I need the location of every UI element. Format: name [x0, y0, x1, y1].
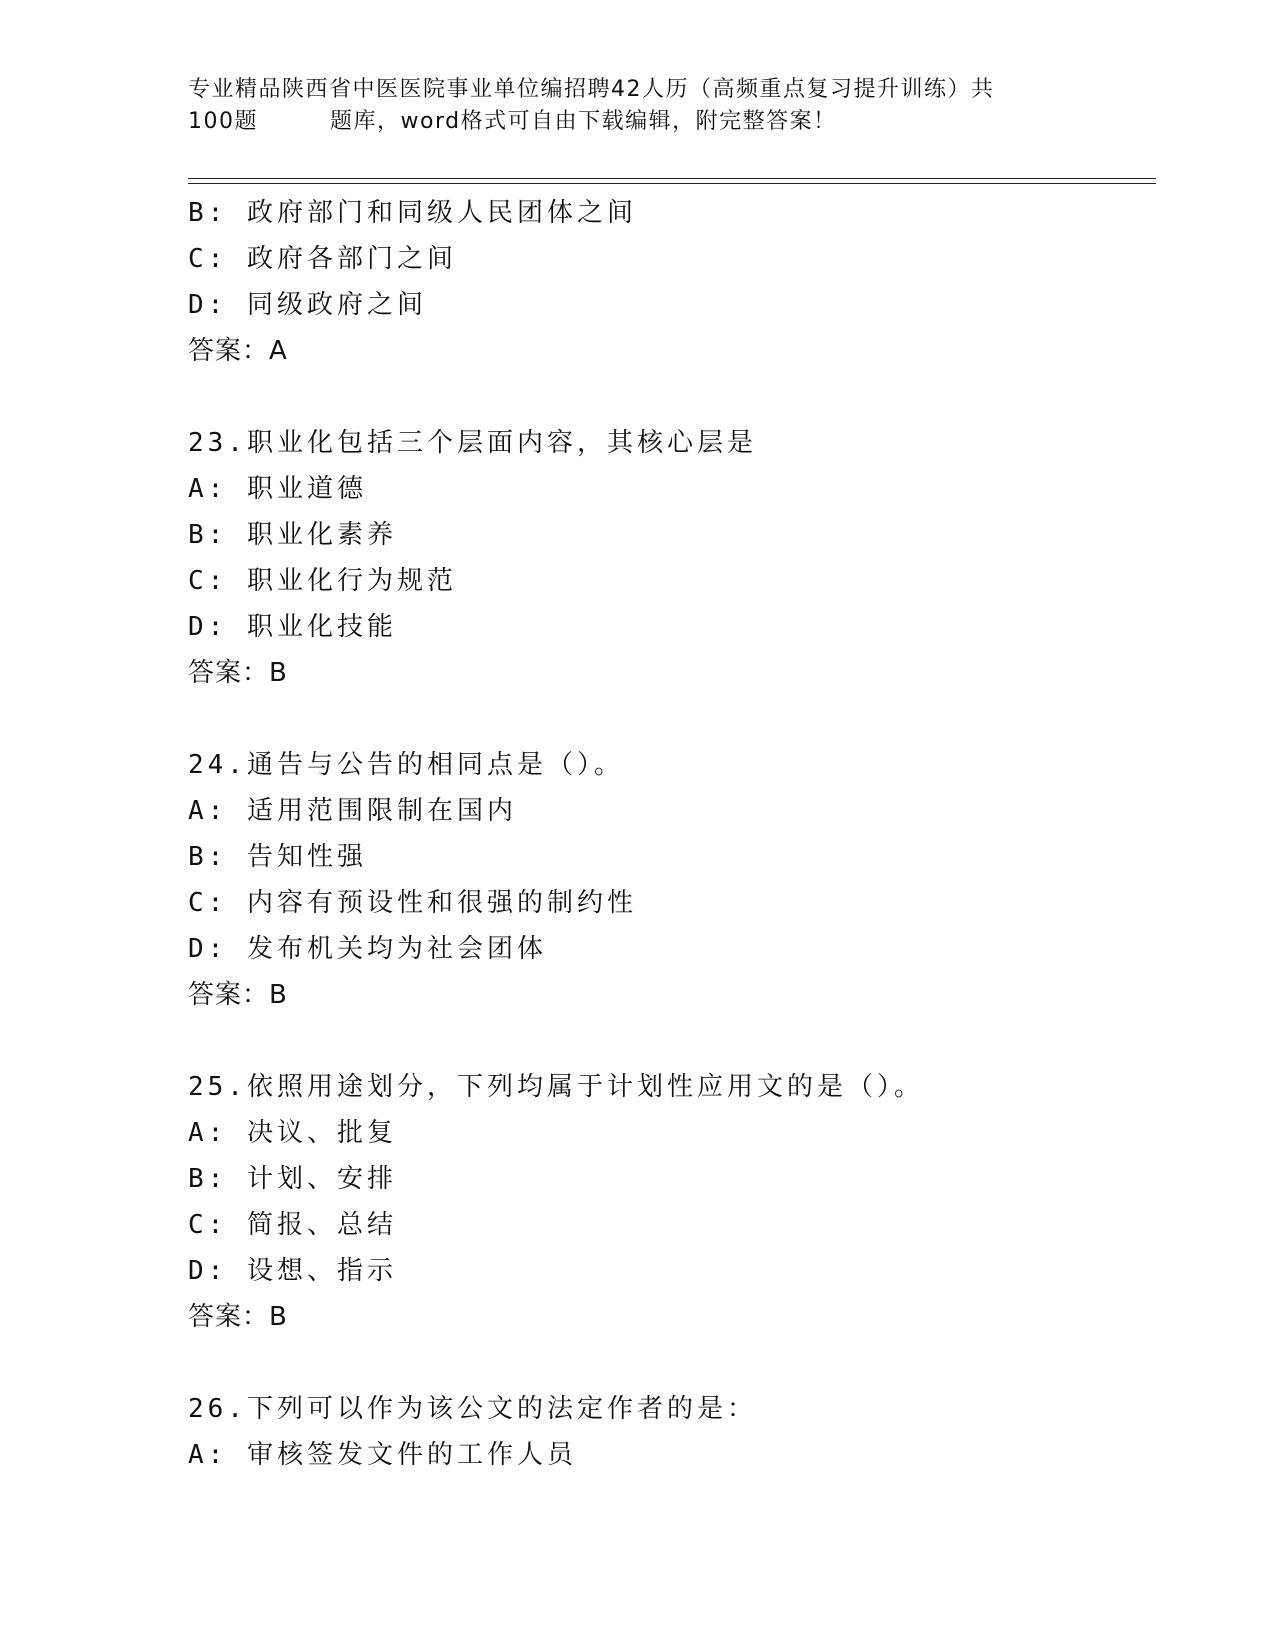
answer-line: 答案：B: [188, 658, 288, 688]
option-c: C: 政府各部门之间: [188, 244, 457, 274]
question-stem: 24.通告与公告的相同点是（）。: [188, 750, 624, 780]
option-b: B: 计划、安排: [188, 1164, 397, 1194]
question-list: [188, 190, 1156, 1478]
option-a: A: 职业道德: [188, 474, 367, 504]
question-block-26: [188, 1386, 1156, 1478]
option-d: D: 职业化技能: [188, 612, 397, 642]
option-c: C: 职业化行为规范: [188, 566, 457, 596]
option-b: B: 职业化素养: [188, 520, 397, 550]
option-d: D: 发布机关均为社会团体: [188, 934, 547, 964]
option-a: A: 审核签发文件的工作人员: [188, 1440, 577, 1470]
answer-line: 答案：A: [188, 336, 288, 366]
document-header: [188, 74, 1068, 138]
header-description: 题库，word格式可自由下载编辑，附完整答案！: [330, 109, 837, 134]
question-stem: 26.下列可以作为该公文的法定作者的是：: [188, 1394, 757, 1424]
question-block-24: [188, 742, 1156, 1018]
answer-line: 答案：B: [188, 1302, 288, 1332]
question-stem: 23.职业化包括三个层面内容，其核心层是: [188, 428, 757, 458]
option-b: B: 政府部门和同级人民团体之间: [188, 198, 637, 228]
header-divider-top: [188, 178, 1156, 179]
question-stem: 25.依照用途划分，下列均属于计划性应用文的是（）。: [188, 1072, 924, 1102]
option-b: B: 告知性强: [188, 842, 367, 872]
option-c: C: 简报、总结: [188, 1210, 397, 1240]
option-c: C: 内容有预设性和很强的制约性: [188, 888, 637, 918]
header-title-line-2: [188, 106, 1068, 138]
option-a: A: 决议、批复: [188, 1118, 397, 1148]
option-a: A: 适用范围限制在国内: [188, 796, 517, 826]
header-divider-bottom: [188, 183, 1156, 184]
option-d: D: 设想、指示: [188, 1256, 397, 1286]
question-block-25: [188, 1064, 1156, 1340]
question-block-partial: [188, 190, 1156, 374]
header-question-count: 100题: [188, 109, 258, 134]
question-block-23: [188, 420, 1156, 696]
header-title-line-1: 专业精品陕西省中医医院事业单位编招聘42人历（高频重点复习提升训练）共: [188, 77, 995, 102]
option-d: D: 同级政府之间: [188, 290, 427, 320]
answer-line: 答案：B: [188, 980, 288, 1010]
